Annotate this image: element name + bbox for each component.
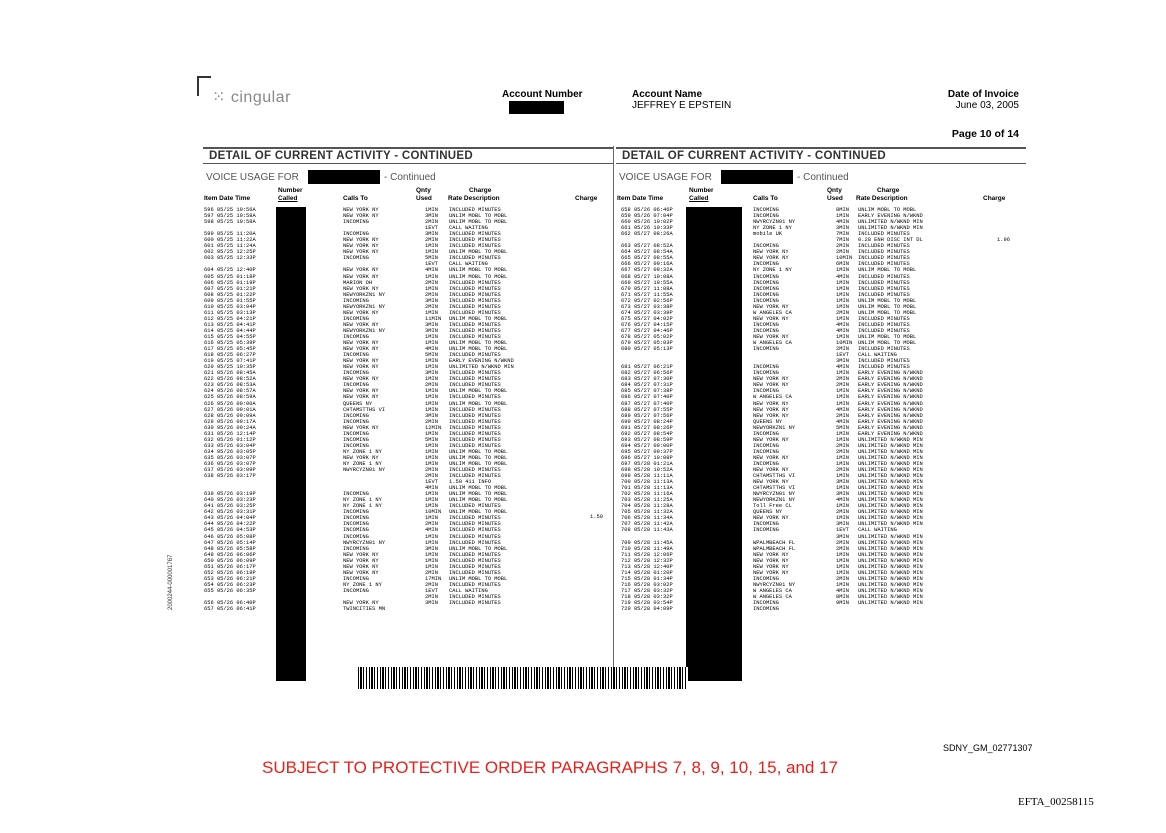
left-rows-calls-to: NEW YORK NY NEW YORK NY INCOMING INCOMING NEW YORK NY NEW YORK NY NEW YORK NY INCOMING NEW YORK NY NEW YORK NY MARION OH NEW YORK NY NEWYORKZN1 NY INCOMING NEWYORKZN1 NY NEW YORK NY INCOMING NEW YORK NY NEWYORKZN1 NY INCOMING NEW YORK NY NEW YORK NY INCOMING NEW YORK NY NEW YORK NY INCOMING NEW YORK NY INCOMING NEW YORK NY NEW YORK NY QUEENS NY CHTAMSTTHS VI INCOMING INCOMING NEW YORK NY INCOMING INCOMING INCOMING NY ZONE 1 NY NEW YORK NY NY ZONE 1 NY NWYRCYZN01 NY INCOMING NY ZONE 1 NY NY ZONE 1 NY INCOMING INCOMING INCOMING INCOMING INCOMING NWYRCYZN01 NY INCOMING NEW YORK NY NEW YORK NY NEW YORK NY NEW YORK NY INCOMING NY ZONE 1 NY INCOMING NEW YORK NY TWINCITIES MN: [343, 207, 386, 613]
right-col-charge-top: Charge: [877, 187, 900, 194]
right-col-number: Number: [689, 187, 714, 194]
right-rows-item-date-time: 658 05/26 06:46P 659 05/26 07:04P 660 05/26 10:02P 661 05/26 10:33P 662 05/27 08:26A 663 05/27 08:52A 664 05/27 08:54A 665 05/27 08:55A 666 05/27 09:16A 667 05/27 09:32A 668 05/27 10:08A 669 05/27 10:55A 670 05/27 11:08A 671 05/27 11:55A 672 05/27 02:56P 673 05/27 03:38P 674 05/27 03:39P 675 05/27 04:02P 676 05/27 04:15P 677 05/27 04:46P 678 05/27 05:02P 679 05/27 05:03P 680 05/27 05:13P 681 05/27 06:21P 682 05/27 06:56P 683 05/27 07:30P 684 05/27 07:31P 685 05/27 07:38P 686 05/27 07:40P 687 05/27 07:40P 688 05/27 07:55P 689 05/27 07:56P 690 05/27 08:24P 691 05/27 08:26P 692 05/27 08:54P 693 05/27 08:59P 694 05/27 09:00P 695 05/27 09:37P 696 05/27 10:08P 697 05/28 01:21A 698 05/28 10:52A 699 05/28 11:11A 700 05/28 11:13A 701 05/28 11:13A 702 05/28 11:16A 703 05/28 11:25A 704 05/28 11:28A 705 05/28 11:32A 706 05/28 11:34A 707 05/28 11:42A 708 05/28 11:43A 709 05/28 11:45A 710 05/28 11:49A 711 05/28 12:06P 712 05/28 12:32P 713 05/28 12:40P 714 05/28 01:20P 715 05/28 01:34P 716 05/28 03:02P 717 05/28 03:32P 718 05/28 03:32P 719 05/28 03:54P 720 05/28 04:09P: [621, 207, 673, 613]
account-number-label: Account Number: [502, 89, 583, 100]
left-rows-used: 1MIN 3MIN 2MIN 1EVT 3MIN 2MIN 1MIN 1MIN 5MIN 1EVT 4MIN 1MIN 2MIN 1MIN 2MIN 3MIN 2MIN 1MIN 11MIN 3MIN 3MIN 1MIN 1MIN 4MIN 5MIN 1MIN 1MIN 3MIN 1MIN 2MIN 1MIN 1MIN 1MIN 1MIN 3MIN 2MIN 12MIN 1MIN 5MIN 1MIN 1MIN 1MIN 1MIN 2MIN 2MIN 1EVT 4MIN 1MIN 1MIN 1MIN 10MIN 1MIN 2MIN 4MIN 1MIN 1MIN 3MIN 1MIN 1MIN 1MIN 2MIN 17MIN 2MIN 1EVT 2MIN 3MIN: [425, 207, 442, 607]
left-col-used: Used: [416, 195, 432, 202]
redaction-right-number: [721, 170, 793, 184]
redaction-left-numbers-called: [276, 207, 306, 681]
left-col-item: Item Date Time: [204, 195, 251, 202]
right-col-called: Called: [689, 195, 709, 202]
right-col-item: Item Date Time: [617, 195, 664, 202]
right-col-qnty: Qnty: [827, 187, 842, 194]
cingular-logo-icon: ⁙: [212, 89, 226, 106]
side-document-id: 2000244-000001767: [168, 554, 174, 610]
right-section-title: DETAIL OF CURRENT ACTIVITY - CONTINUED: [616, 147, 1026, 164]
bates-number: SDNY_GM_02771307: [943, 743, 1033, 753]
right-col-charge: Charge: [983, 195, 1006, 202]
right-rows-description: UNLIM MOBL TO MOBL EARLY EVENING N/WKND UNLIMITED N/WKND MIN UNLIMITED N/WKND MIN INCLUDED MINUTES 0.28 ENH DISC INT DL INCLUDED MINUTES INCLUDED MINUTES INCLUDED MINUTES INCLUDED MINUTES UNLIM MOBL TO MOBL INCLUDED MINUTES INCLUDED MINUTES INCLUDED MINUTES INCLUDED MINUTES UNLIM MOBL TO MOBL UNLIM MOBL TO MOBL UNLIM MOBL TO MOBL INCLUDED MINUTES INCLUDED MINUTES INCLUDED MINUTES UNLIM MOBL TO MOBL UNLIM MOBL TO MOBL INCLUDED MINUTES CALL WAITING INCLUDED MINUTES INCLUDED MINUTES EARLY EVENING N/WKND EARLY EVENING N/WKND EARLY EVENING N/WKND EARLY EVENING N/WKND EARLY EVENING N/WKND EARLY EVENING N/WKND EARLY EVENING N/WKND EARLY EVENING N/WKND EARLY EVENING N/WKND EARLY EVENING N/WKND EARLY EVENING N/WKND UNLIMITED N/WKND MIN UNLIMITED N/WKND MIN UNLIMITED N/WKND MIN UNLIMITED N/WKND MIN UNLIMITED N/WKND MIN UNLIMITED N/WKND MIN UNLIMITED N/WKND MIN UNLIMITED N/WKND MIN UNLIMITED N/WKND MIN UNLIMITED N/WKND MIN UNLIMITED N/WKND MIN UNLIMITED N/WKND MIN UNLIMITED N/WKND MIN UNLIMITED N/WKND MIN UNLIMITED N/WKND MIN CALL WAITING UNLIMITED N/WKND MIN UNLIMITED N/WKND MIN UNLIMITED N/WKND MIN UNLIMITED N/WKND MIN UNLIMITED N/WKND MIN UNLIMITED N/WKND MIN UNLIMITED N/WKND MIN UNLIMITED N/WKND MIN UNLIMITED N/WKND MIN UNLIMITED N/WKND MIN UNLIMITED N/WKND MIN UNLIMITED N/WKND MIN: [858, 207, 923, 607]
efta-number: EFTA_00258115: [1018, 796, 1094, 808]
right-charge-int: 1.96: [997, 237, 1010, 243]
right-col-used: Used: [827, 195, 843, 202]
right-col-rate-desc: Rate Description: [856, 195, 908, 202]
account-name: JEFFREY E EPSTEIN: [632, 100, 732, 111]
left-rows-description: INCLUDED MINUTES UNLIM MOBL TO MOBL UNLIM MOBL TO MOBL CALL WAITING INCLUDED MINUTES INCLUDED MINUTES INCLUDED MINUTES UNLIM MOBL TO MOBL INCLUDED MINUTES CALL WAITING UNLIM MOBL TO MOBL UNLIM MOBL TO MOBL INCLUDED MINUTES INCLUDED MINUTES INCLUDED MINUTES INCLUDED MINUTES INCLUDED MINUTES INCLUDED MINUTES UNLIM MOBL TO MOBL INCLUDED MINUTES INCLUDED MINUTES INCLUDED MINUTES UNLIM MOBL TO MOBL UNLIM MOBL TO MOBL INCLUDED MINUTES EARLY EVENING N/WKND UNLIMITED N/WKND MIN INCLUDED MINUTES INCLUDED MINUTES INCLUDED MINUTES UNLIM MOBL TO MOBL INCLUDED MINUTES UNLIM MOBL TO MOBL INCLUDED MINUTES INCLUDED MINUTES INCLUDED MINUTES INCLUDED MINUTES INCLUDED MINUTES INCLUDED MINUTES INCLUDED MINUTES UNLIM MOBL TO MOBL UNLIM MOBL TO MOBL UNLIM MOBL TO MOBL INCLUDED MINUTES INCLUDED MINUTES 1.50 411 INFO UNLIM MOBL TO MOBL UNLIM MOBL TO MOBL UNLIM MOBL TO MOBL INCLUDED MINUTES UNLIM MOBL TO MOBL INCLUDED MINUTES INCLUDED MINUTES INCLUDED MINUTES INCLUDED MINUTES INCLUDED MINUTES UNLIM MOBL TO MOBL INCLUDED MINUTES INCLUDED MINUTES INCLUDED MINUTES INCLUDED MINUTES UNLIM MOBL TO MOBL INCLUDED MINUTES CALL WAITING INCLUDED MINUTES INCLUDED MINUTES: [449, 207, 514, 607]
left-col-number: Number: [278, 187, 303, 194]
right-col-calls-to: Calls To: [753, 195, 778, 202]
cingular-logo: [212, 87, 291, 107]
right-rows-used: 8MIN 1MIN 4MIN 3MIN 7MIN 7MIN 2MIN 2MIN 10MIN 6MIN 1MIN 4MIN 1MIN 1MIN 1MIN 1MIN 1MIN 2MIN 1MIN 4MIN 4MIN 1MIN 10MIN 2MIN 1EVT 3MIN 4MIN 1MIN 2MIN 2MIN 1MIN 1MIN 1MIN 4MIN 2MIN 4MIN 5MIN 1MIN 1MIN 2MIN 2MIN 1MIN 1MIN 2MIN 1MIN 3MIN 1MIN 3MIN 4MIN 1MIN 2MIN 1MIN 3MIN 1EVT 3MIN 2MIN 2MIN 1MIN 1MIN 1MIN 1MIN 2MIN 1MIN 4MIN 8MIN 9MIN: [836, 207, 853, 607]
left-col-charge: Charge: [575, 195, 598, 202]
account-name-label: Account Name: [632, 89, 703, 100]
left-col-rate-desc: Rate Description: [448, 195, 500, 202]
left-voice-usage-label: VOICE USAGE FOR: [206, 172, 299, 183]
left-col-qnty: Qnty: [416, 187, 431, 194]
left-col-called: Called: [278, 195, 298, 202]
left-section-title: DETAIL OF CURRENT ACTIVITY - CONTINUED: [203, 147, 613, 164]
barcode: [358, 667, 688, 689]
left-col-calls-to: Calls To: [343, 195, 368, 202]
page-corner-mark: [197, 76, 211, 96]
left-rows-item-date-time: 596 05/25 10:56A 597 05/25 10:58A 598 05/25 10:58A 599 05/25 11:20A 600 05/25 11:22A 601 05/25 11:24A 602 05/25 12:25P 603 05/25 12:33P 604 05/25 12:40P 605 05/25 01:18P 606 05/25 01:19P 607 05/25 01:21P 608 05/25 01:22P 609 05/25 01:55P 610 05/25 03:04P 611 05/25 03:13P 612 05/25 04:21P 613 05/25 04:41P 614 05/25 04:44P 615 05/25 04:55P 616 05/25 05:39P 617 05/25 05:45P 618 05/25 06:27P 619 05/25 07:41P 620 05/25 10:35P 621 05/26 08:45A 622 05/26 08:52A 623 05/26 08:53A 624 05/26 08:57A 625 05/26 08:59A 626 05/26 09:00A 627 05/26 09:01A 628 05/26 09:09A 629 05/26 09:17A 630 05/26 09:24A 631 05/26 12:14P 632 05/26 01:12P 633 05/26 03:04P 634 05/26 03:05P 635 05/26 03:07P 636 05/26 03:07P 637 05/26 03:09P 638 05/26 03:17P 639 05/26 03:19P 640 05/26 03:23P 641 05/26 03:25P 642 05/26 03:31P 643 05/26 04:04P 644 05/26 04:22P 645 05/26 04:53P 646 05/26 05:08P 647 05/26 05:14P 648 05/26 05:58P 649 05/26 06:06P 650 05/26 06:09P 651 05/26 06:17P 652 05/26 06:19P 653 05/26 06:21P 654 05/26 06:23P 655 05/26 06:35P 656 05/26 06:40P 657 05/26 06:41P: [204, 207, 256, 613]
left-continued-label: - Continued: [384, 172, 436, 183]
right-continued-label: - Continued: [797, 172, 849, 183]
left-col-charge-top: Charge: [469, 187, 492, 194]
page-number: Page 10 of 14: [951, 128, 1019, 140]
panel-divider: [613, 146, 614, 681]
right-rows-calls-to: INCOMING INCOMING NWYRCYZN01 NY NY ZONE 1 NY mobile UK INCOMING NEW YORK NY NEW YORK NY INCOMING NY ZONE 1 NY INCOMING INCOMING INCOMING INCOMING INCOMING NEW YORK NY W ANGELES CA NEW YORK NY INCOMING INCOMING NEW YORK NY W ANGELES CA INCOMING INCOMING INCOMING NEW YORK NY NEW YORK NY INCOMING W ANGELES CA NEW YORK NY NEW YORK NY NEW YORK NY QUEENS NY NEWYORKZN1 NY INCOMING NEW YORK NY INCOMING INCOMING NEW YORK NY INCOMING NEW YORK NY CHTAMSTTHS VI NEW YORK NY CHTAMSTTHS VI NWYRCYZN01 NY NEWYORKZN1 NY Toll Free CL QUEENS NY NEW YORK NY INCOMING INCOMING WPALMBEACH FL WPALMBEACH FL NEW YORK NY NEW YORK NY NEW YORK NY NEW YORK NY INCOMING NWYRCYZN01 NY W ANGELES CA W ANGELES CA INCOMING INCOMING: [753, 207, 796, 613]
left-charge-411: 1.50: [590, 514, 603, 520]
protective-order-notice: SUBJECT TO PROTECTIVE ORDER PARAGRAPHS 7, 8, 9, 10, 15, and 17: [262, 758, 839, 777]
right-voice-usage-label: VOICE USAGE FOR: [619, 172, 712, 183]
invoice-date: June 03, 2005: [955, 100, 1019, 111]
redaction-account-number: [509, 101, 564, 114]
redaction-left-number: [308, 170, 380, 184]
invoice-date-label: Date of Invoice: [947, 89, 1019, 100]
logo-text: cingular: [230, 89, 291, 106]
redaction-right-numbers-called: [686, 207, 742, 681]
